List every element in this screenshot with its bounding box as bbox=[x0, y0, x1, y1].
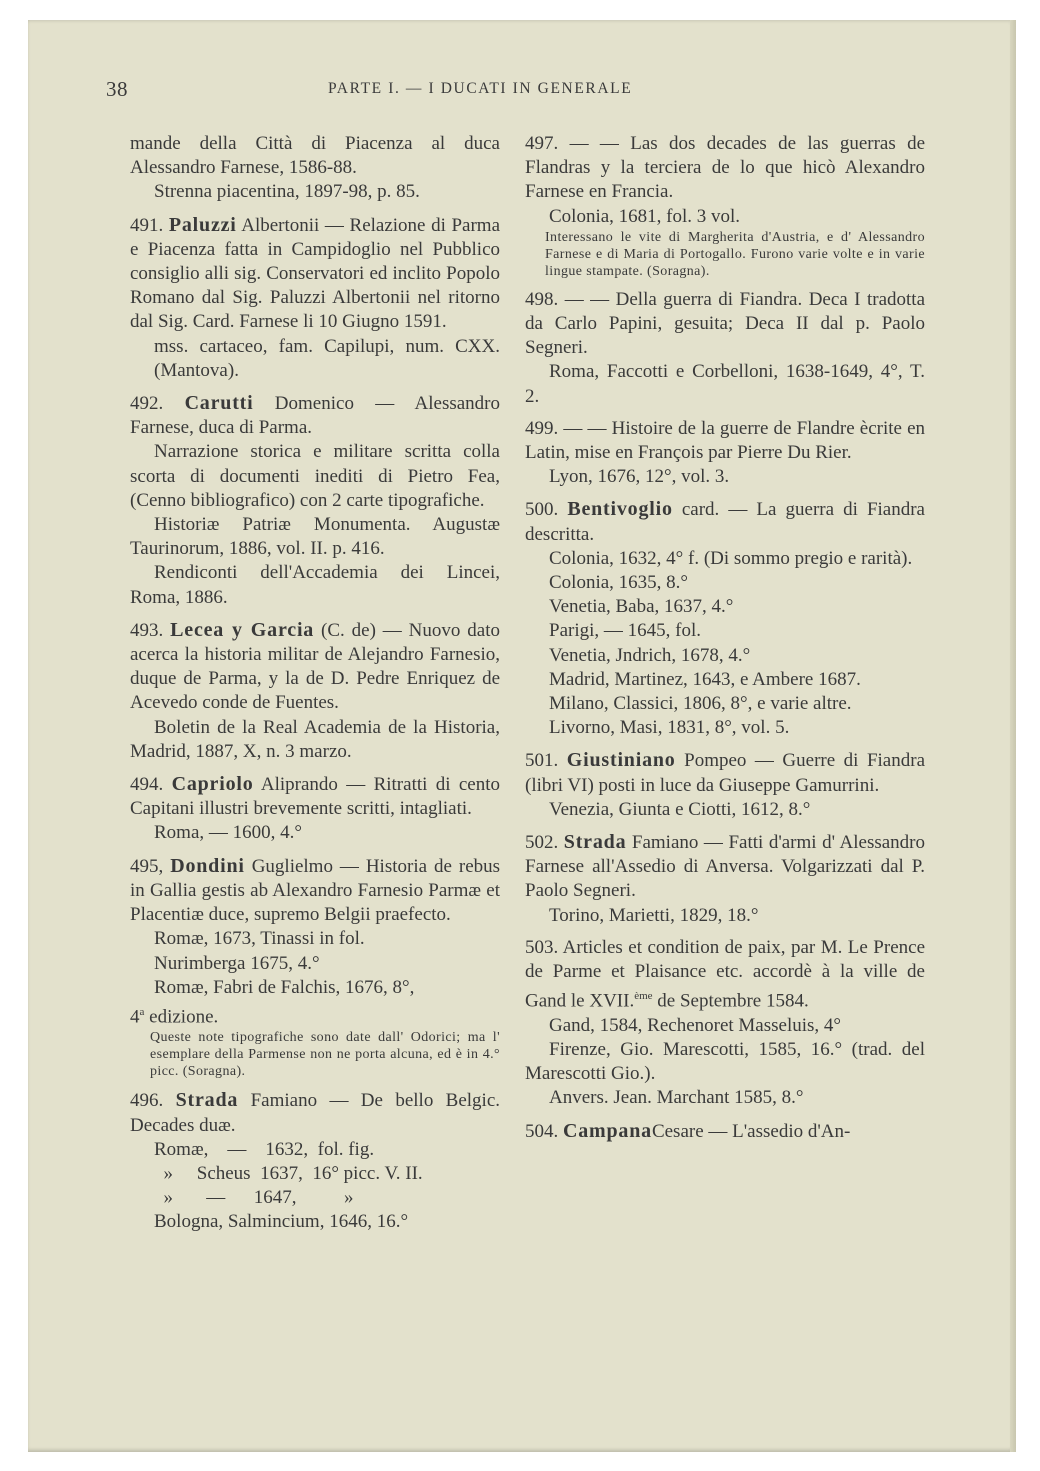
entry-imprint: Romæ, Fabri de Falchis, 1676, 8°, bbox=[154, 976, 415, 998]
entry-number: 493. bbox=[130, 619, 164, 641]
entry-text: (C. de) — Nuovo dato acerca la historia militar de Alejandro Farnesio, duque de Parma, y la de D. Pedre Enriquez de Acevedo conde de Fuentes. bbox=[130, 619, 500, 714]
entry-text: mande della Città di Piacenza al duca Alessandro Farnese, 1586-88. bbox=[130, 133, 500, 179]
entry-imprint: Madrid, Martinez, 1643, e Ambere 1687. bbox=[549, 668, 861, 690]
entry-number: 496. bbox=[130, 1090, 164, 1112]
entry-body bbox=[525, 748, 925, 797]
entry-imprint bbox=[130, 1000, 500, 1030]
entry-imprint: Romæ, — 1632, fol. fig. bbox=[154, 1138, 375, 1160]
entry-imprint: Livorno, Masi, 1831, 8°, vol. 5. bbox=[549, 717, 790, 739]
entry-number: 499. bbox=[525, 417, 559, 439]
entry-imprint: Boletin de la Real Academia de la Historia, Madrid, 1887, X, n. 3 marzo. bbox=[130, 716, 500, 762]
entry-imprint: mss. cartaceo, fam. Capilupi, num. CXX. (Mantova). bbox=[154, 335, 500, 381]
entry-imprint: Bologna, Salmincium, 1646, 16.° bbox=[154, 1211, 409, 1233]
entry-text: Pompeo — Guerre di Fiandra (libri VI) posti in luce da Giuseppe Gamurrini. bbox=[525, 750, 926, 796]
entry-text: Guglielmo — Historia de rebus in Gallia gestis ab Alexandro Farnesio Parmæ et Placentiæ duce, supremo Belgii praefecto. bbox=[130, 855, 501, 926]
entry-503 bbox=[525, 936, 925, 1111]
entry-body bbox=[525, 497, 925, 546]
entry-490-continuation bbox=[130, 132, 500, 205]
entry-502 bbox=[525, 830, 925, 928]
entry-author: Paluzzi bbox=[168, 213, 237, 236]
entry-text: Albertonii — Relazione di Parma e Piacenza fatta in Campidoglio nel Pubblico consiglio alli sig. Conservatori ed inclito Popolo Romano dal Sig. Paluzzi Albertonii nel ritorno dal Sig. Card. Farnese li 10 Giugno 1591. bbox=[130, 214, 501, 333]
entry-imprint: Colonia, 1632, 4° f. (Di sommo pregio e rarità). bbox=[549, 547, 913, 569]
entry-body bbox=[130, 1088, 500, 1137]
edition-superscript: a bbox=[139, 1005, 145, 1018]
book-page bbox=[28, 20, 1016, 1452]
entry-imprint: » — 1647, » bbox=[154, 1187, 354, 1209]
ordinal-superscript: ème bbox=[634, 990, 653, 1003]
entry-text: card. — La guerra di Fiandra descritta. bbox=[525, 499, 925, 545]
entry-author: Campana bbox=[563, 1119, 652, 1142]
entry-imprint: Firenze, Gio. Marescotti, 1585, 16.° (trad. del Marescotti Gio.). bbox=[525, 1039, 925, 1085]
entry-text: — — Las dos decades de las guerras de Flandras y la terciera de lo que hicò Alexandro Farnese en Francia. bbox=[525, 133, 926, 203]
entry-496 bbox=[130, 1088, 500, 1234]
entry-body bbox=[130, 618, 500, 716]
entry-body bbox=[130, 213, 500, 335]
running-head: PARTE I. — I DUCATI IN GENERALE bbox=[328, 80, 633, 97]
entry-491 bbox=[130, 213, 500, 383]
edition-label: edizione. bbox=[144, 1006, 219, 1028]
entry-492 bbox=[130, 391, 500, 610]
entry-imprint: Colonia, 1681, fol. 3 vol. bbox=[549, 205, 741, 227]
entry-501 bbox=[525, 748, 925, 822]
entry-author: Bentivoglio bbox=[567, 498, 673, 521]
entry-imprint: Gand, 1584, Rechenoret Masseluis, 4° bbox=[549, 1014, 842, 1036]
entry-body bbox=[130, 772, 500, 821]
entry-497 bbox=[525, 132, 925, 280]
entry-imprint: Nurimberga 1675, 4.° bbox=[154, 952, 320, 974]
entry-number: 494. bbox=[130, 774, 164, 796]
entry-author: Capriolo bbox=[171, 773, 254, 796]
entry-imprint: Romæ, 1673, Tinassi in fol. bbox=[154, 928, 365, 950]
entry-499 bbox=[525, 417, 925, 490]
entry-number: 497. bbox=[525, 133, 559, 154]
entry-imprint: Roma, — 1600, 4.° bbox=[154, 822, 302, 844]
entry-imprint: Torino, Marietti, 1829, 18.° bbox=[549, 904, 759, 926]
entry-number: 495, bbox=[130, 855, 164, 877]
entry-imprint: Roma, Faccotti e Corbelloni, 1638-1649, 4°, T. 2. bbox=[525, 361, 925, 407]
entry-text-end: de Septembre 1584. bbox=[652, 990, 809, 1012]
entry-imprint: Venetia, Jndrich, 1678, 4.° bbox=[549, 644, 751, 666]
entry-imprint: Colonia, 1635, 8.° bbox=[549, 572, 689, 594]
entry-number: 491. bbox=[130, 214, 164, 236]
entry-author: Strada bbox=[563, 831, 627, 854]
entry-495 bbox=[130, 854, 500, 1081]
entry-imprint: Venezia, Giunta e Ciotti, 1612, 8.° bbox=[549, 798, 811, 820]
entry-500 bbox=[525, 497, 925, 740]
entry-imprint: Lyon, 1676, 12°, vol. 3. bbox=[549, 466, 730, 488]
entry-text: Articles et condition de paix, par M. Le Prence de Parme et Plaisance etc. accordè à la ville de Gand le XVII. bbox=[525, 936, 925, 1012]
entry-imprint: Strenna piacentina, 1897-98, p. 85. bbox=[154, 181, 420, 203]
entry-number: 503. bbox=[525, 936, 559, 958]
entry-number: 492. bbox=[130, 393, 164, 415]
entry-body bbox=[130, 391, 500, 440]
entry-author: Giustiniano bbox=[566, 749, 676, 772]
entry-text: Cesare — L'assedio d'An- bbox=[651, 1120, 851, 1142]
entry-text: — — Della guerra di Fiandra. Deca I tradotta da Carlo Papini, gesuita; Deca II dal p. Paolo Segneri. bbox=[525, 288, 925, 359]
entry-number: 500. bbox=[525, 499, 559, 521]
page-edge-shadow bbox=[1010, 20, 1016, 1452]
right-column bbox=[525, 132, 925, 1152]
entry-imprint: » Scheus 1637, 16° picc. V. II. bbox=[154, 1163, 423, 1185]
entry-author: Strada bbox=[175, 1089, 239, 1112]
entry-494 bbox=[130, 772, 500, 846]
entry-imprint: Venetia, Baba, 1637, 4.° bbox=[549, 596, 734, 618]
entry-number: 504. bbox=[525, 1120, 559, 1142]
entry-504 bbox=[525, 1119, 925, 1144]
entry-498 bbox=[525, 288, 925, 409]
entry-imprint: Milano, Classici, 1806, 8°, e varie altre. bbox=[549, 693, 852, 715]
entry-imprint: Anvers. Jean. Marchant 1585, 8.° bbox=[549, 1087, 804, 1109]
entry-493 bbox=[130, 618, 500, 764]
entry-author: Carutti bbox=[184, 392, 254, 415]
entry-number: 501. bbox=[525, 750, 559, 772]
entry-paragraph: Historiæ Patriæ Monumenta. Augustæ Taurinorum, 1886, vol. II. p. 416. bbox=[130, 514, 500, 560]
entry-note: Queste note tipografiche sono date dall' Odorici; ma l' esemplare della Parmense non ne porta alcuna, ed è in 4.° picc. (Soragna). bbox=[150, 1030, 500, 1080]
entry-text: — — Histoire de la guerre de Flandre ècrite en Latin, mise en François par Pierre Du Rier. bbox=[525, 417, 926, 464]
entry-body bbox=[525, 936, 925, 1014]
entry-body bbox=[525, 288, 925, 361]
page-number: 38 bbox=[106, 77, 128, 101]
entry-number: 502. bbox=[525, 832, 559, 854]
entry-text: Famiano — Fatti d'armi d' Alessandro Farnese all'Assedio di Anversa. Volgarizzati dal P. Paolo Segneri. bbox=[525, 832, 925, 902]
left-column bbox=[130, 132, 500, 1243]
entry-note: Interessano le vite di Margherita d'Austria, e d' Alessandro Farnese e di Maria di Portogallo. Furono varie volte e in varie lingue stampate. (Soragna). bbox=[545, 229, 925, 279]
entry-body bbox=[525, 1119, 925, 1144]
entry-paragraph: Narrazione storica e militare scritta colla scorta di documenti inediti di Pietro Fea, (Cenno bibliografico) con 2 carte tipografiche. bbox=[130, 441, 500, 511]
edition-number: 4 bbox=[130, 1006, 140, 1028]
entry-body bbox=[525, 830, 925, 904]
entry-author: Dondini bbox=[170, 854, 245, 877]
entry-imprint: Parigi, — 1645, fol. bbox=[549, 620, 701, 642]
entry-text: Famiano — De bello Belgic. Decades duæ. bbox=[130, 1090, 501, 1136]
entry-paragraph: Rendiconti dell'Accademia dei Lincei, Roma, 1886. bbox=[130, 562, 500, 608]
entry-author: Lecea y Garcia bbox=[170, 618, 315, 641]
entry-text: Aliprando — Ritratti di cento Capitani illustri brevemente scritti, intagliati. bbox=[130, 774, 501, 820]
entry-number: 498. bbox=[525, 288, 559, 310]
entry-body bbox=[130, 854, 500, 928]
entry-body bbox=[525, 417, 925, 465]
entry-body bbox=[525, 132, 925, 205]
entry-text: Domenico — Alessandro Farnese, duca di Parma. bbox=[130, 393, 500, 439]
